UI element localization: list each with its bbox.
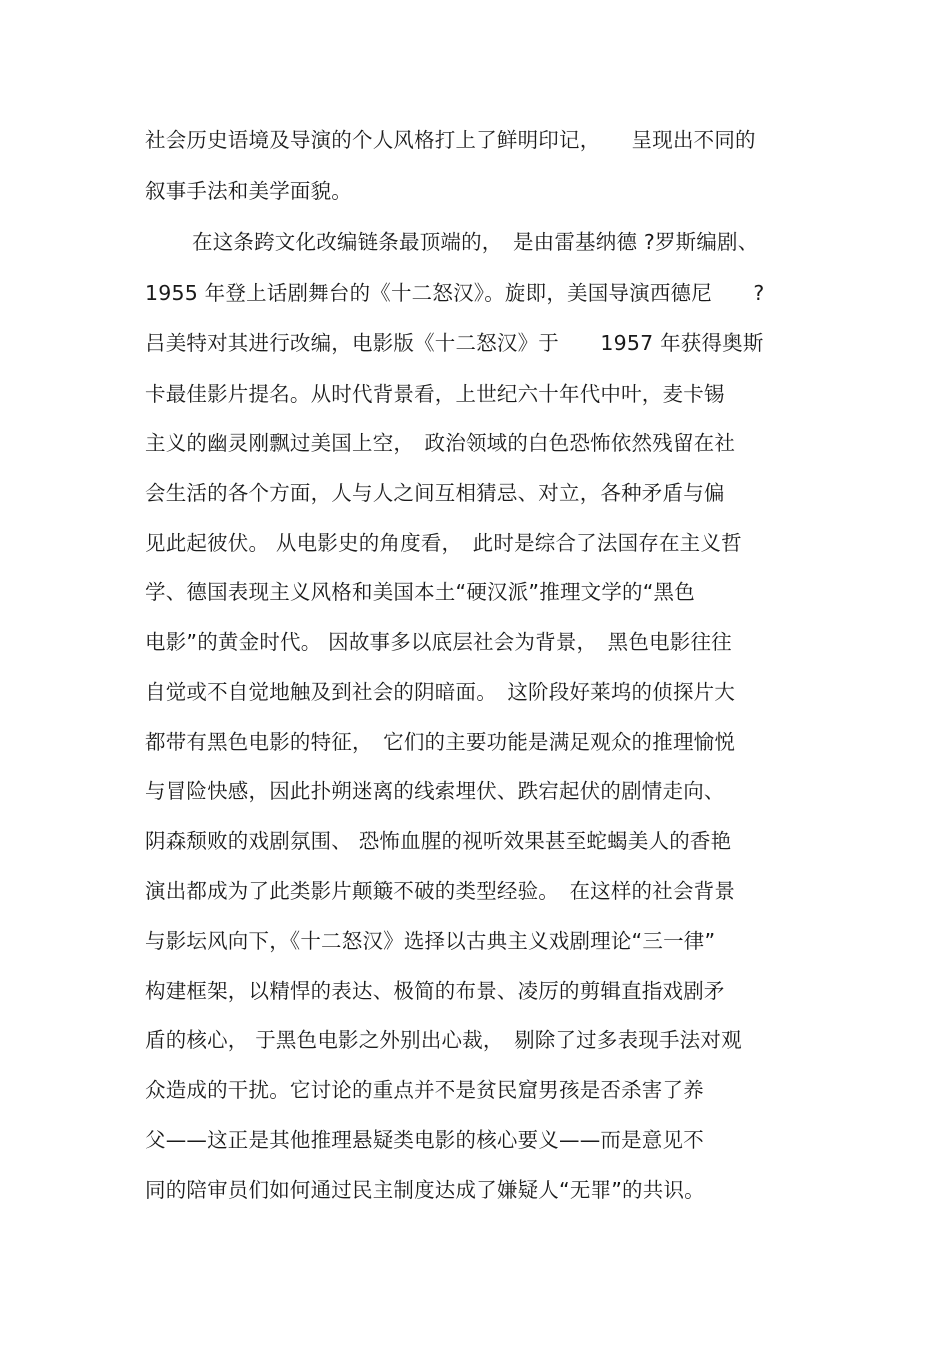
text-line: 学、德国表现主义风格和美国本土“硬汉派”推理文学的“黑色	[145, 580, 695, 604]
text-line: 社会历史语境及导演的个人风格打上了鲜明印记， 呈现出不同的	[145, 128, 756, 152]
text-line: 卡最佳影片提名。从时代背景看，上世纪六十年代中叶，麦卡锡	[145, 382, 725, 406]
text-line: 吕美特对其进行改编，电影版《十二怒汉》于 1957 年获得奥斯	[145, 331, 764, 355]
text-line: 同的陪审员们如何通过民主制度达成了嫌疑人“无罪”的共识。	[145, 1178, 705, 1202]
text-line: 都带有黑色电影的特征， 它们的主要功能是满足观众的推理愉悦	[145, 730, 736, 754]
text-line: 见此起彼伏。 从电影史的角度看， 此时是综合了法国存在主义哲	[145, 531, 742, 555]
text-line: 自觉或不自觉地触及到社会的阴暗面。 这阶段好莱坞的侦探片大	[145, 680, 736, 704]
text-line: 电影”的黄金时代。 因故事多以底层社会为背景， 黑色电影往往	[145, 630, 732, 654]
text-line: 与冒险快感，因此扑朔迷离的线索埋伏、跌宕起伏的剧情走向、	[145, 779, 725, 803]
text-line: 阴森颓败的戏剧氛围、 恐怖血腥的视听效果甚至蛇蝎美人的香艳	[145, 829, 732, 853]
text-line: 主义的幽灵刚飘过美国上空， 政治领域的白色恐怖依然残留在社	[145, 431, 736, 455]
text-line: 构建框架，以精悍的表达、极简的布景、凌厉的剪辑直指戏剧矛	[145, 979, 725, 1003]
text-line: 演出都成为了此类影片颠簸不破的类型经验。 在这样的社会背景	[145, 879, 736, 903]
text-line: 1955 年登上话剧舞台的《十二怒汉》。旋即，美国导演西德尼 ?	[145, 281, 765, 305]
text-line: 叙事手法和美学面貌。	[145, 179, 352, 203]
text-line: 众造成的干扰。它讨论的重点并不是贫民窟男孩是否杀害了养	[145, 1078, 704, 1102]
text-line: 会生活的各个方面，人与人之间互相猜忌、对立，各种矛盾与偏	[145, 481, 725, 505]
paragraph-start-line: 在这条跨文化改编链条最顶端的， 是由雷基纳德 ?罗斯编剧、	[192, 230, 759, 254]
text-line: 父——这正是其他推理悬疑类电影的核心要义——而是意见不	[145, 1128, 704, 1152]
text-line: 盾的核心， 于黑色电影之外别出心裁， 剔除了过多表现手法对观	[145, 1028, 742, 1052]
text-line: 与影坛风向下，《十二怒汉》选择以古典主义戏剧理论“三一律”	[145, 929, 716, 953]
